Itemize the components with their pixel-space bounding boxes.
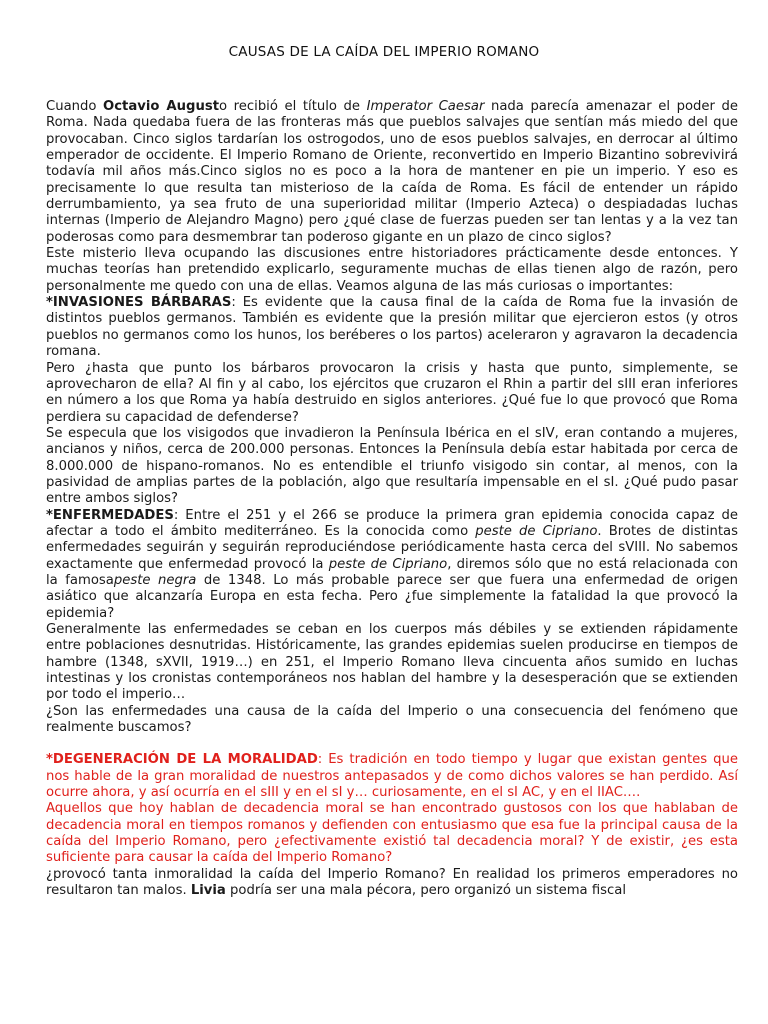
italic-text: peste de Cipriano bbox=[475, 523, 598, 539]
italic-text: peste negra bbox=[113, 572, 197, 588]
bold-text: *DEGENERACIÓN DE LA MORALIDAD bbox=[46, 752, 318, 768]
paragraph-text: , diremos sólo que no está relacionada con la famosa bbox=[46, 556, 738, 588]
paragraph-text: Aquellos que hoy hablan de decadencia moral se han encontrado gustosos con los que hablaban de decadencia moral en tiempos romanos y defienden con entusiasmo que esa fue la principal causa de la caída del Imperio Romano, pero ¿efectivamente existió tal decadencia moral? Y de existir, ¿es esta suficiente para causar la caída del Imperio Romano? bbox=[46, 801, 738, 866]
bold-text: *INVASIONES BÁRBARAS bbox=[46, 295, 232, 311]
paragraph-text: Pero ¿hasta que punto los bárbaros provocaron la crisis y hasta que punto, simplemente, se aprovecharon de ella? Al fin y al cabo, los ejércitos que cruzaron el Rhin a partir del sIII eran inferiores en número a los que Roma ya había destruido en siglos anteriores. ¿Qué fue lo que provocó que Roma perdiera su capacidad de defenderse? bbox=[46, 360, 738, 425]
paragraph-text: : Es evidente que la causa final de la caída de Roma fue la invasión de distintos pueblos germanos. También es evidente que la presión militar que ejercieron estos (y otros pueblos no germanos como los hunos, los beréberes o los partos) aceleraron y agravaron la decadencia romana. bbox=[46, 295, 738, 360]
paragraph-text: de 1348. Lo más probable parece ser que fuera una enfermedad de origen asiático que alcanzaría Europa en esta fecha. Pero ¿fue simplemente la fatalidad la que provocó la epidemia? bbox=[46, 572, 739, 621]
paragraph bbox=[46, 622, 738, 704]
paragraph bbox=[46, 99, 738, 246]
bold-text: Livia bbox=[190, 883, 226, 899]
paragraph bbox=[46, 508, 738, 622]
paragraph-text: o recibió el título de bbox=[219, 99, 367, 114]
paragraph-text: Se especula que los visigodos que invadieron la Península Ibérica en el sIV, eran contando a mujeres, ancianos y niños, cerca de 200.000 personas. Entonces la Península debía estar habitada por cerca de 8.000.000 de hispano-romanos. No es entendible el triunfo visigodo sin contar, al menos, con la pasividad de amplias partes de la población, algo que resultaría impensable en el sI. ¿Qué pudo pasar entre ambos siglos? bbox=[46, 425, 738, 507]
paragraph-text: Cuando bbox=[46, 99, 104, 114]
paragraph-text: : Entre el 251 y el 266 se produce la primera gran epidemia conocida capaz de afectar a todo el ámbito mediterráneo. Es la conocida como bbox=[46, 507, 738, 539]
paragraph bbox=[46, 246, 738, 295]
paragraph-text: : Es tradición en todo tiempo y lugar que existan gentes que nos hable de la gran moralidad de nuestros antepasados y de como dichos valores se han perdido. Así ocurre ahora, y así ocurría en el sIII y en el sI y… curiosamente, en el sI AC, y en el IIAC…. bbox=[46, 752, 738, 801]
paragraph-text: nada parecía amenazar el poder de Roma. Nada quedaba fuera de las fronteras más que pueblos salvajes que sentían más miedo del que provocaban. Cinco siglos tardarían los ostrogodos, uno de esos pueblos salvajes, en derrocar al último emperador de occidente. El Imperio Romano de Oriente, reconvertido en Imperio Bizantino sobrevivirá todavía mil años más.Cinco siglos no es poco a la hora de mantener en pie un imperio. Y eso es precisamente lo que resulta tan misterioso de la caída de Roma. Es fácil de entender un rápido derrumbamiento, ya sea fruto de una superioridad militar (Imperio Azteca) o despiadadas luchas internas (Imperio de Alejandro Magno) pero ¿qué clase de fuerzas pueden ser tan lentas y a la vez tan poderosas como para desmembrar tan poderoso gigante en un plazo de cinco siglos? bbox=[46, 99, 738, 245]
paragraph-text: ¿Son las enfermedades una causa de la caída del Imperio o una consecuencia del fenómeno que realmente buscamos? bbox=[46, 703, 738, 736]
paragraph-text: Este misterio lleva ocupando las discusiones entre historiadores prácticamente desde entonces. Y muchas teorías han pretendido explicarlo, seguramente muchas de ellas tienen algo de razón, pero personalmente me quedo con una de ellas. Veamos alguna de las más curiosas o importantes: bbox=[46, 246, 738, 294]
italic-text: peste de Cipriano bbox=[328, 556, 448, 572]
paragraph-text: ¿provocó tanta inmoralidad la caída del Imperio Romano? En realidad los primeros emperadores no resultaron tan malos. bbox=[46, 866, 738, 899]
paragraph-text: . Brotes de distintas enfermedades seguirán y seguirán reproduciéndose periódicamente hasta cerca del sVIII. No sabemos exactamente que enfermedad provocó la bbox=[46, 523, 738, 572]
bold-text: Octavio August bbox=[103, 99, 219, 114]
paragraph-text: podría ser una mala pécora, pero organizó un sistema fiscal bbox=[225, 883, 626, 899]
paragraph bbox=[46, 426, 738, 508]
paragraph-spacer bbox=[46, 736, 738, 752]
italic-text: Imperator Caesar bbox=[366, 99, 485, 114]
document-title: CAUSAS DE LA CAÍDA DEL IMPERIO ROMANO bbox=[228, 44, 540, 60]
paragraph bbox=[46, 867, 738, 900]
document-body bbox=[46, 99, 738, 900]
paragraph bbox=[46, 295, 738, 360]
paragraph bbox=[46, 361, 738, 426]
paragraph bbox=[46, 752, 738, 801]
paragraph-text: Generalmente las enfermedades se ceban en los cuerpos más débiles y se extienden rápidamente entre poblaciones desnutridas. Históricamente, las grandes epidemias suelen producirse en tiempos de hambre (1348, sXVII, 1919…) en 251, el Imperio Romano lleva cincuenta años sumido en luchas intestinas y los cronistas contemporáneos nos hablan del hambre y la desesperación que se extienden por todo el imperio… bbox=[46, 622, 738, 703]
bold-text: *ENFERMEDADES bbox=[46, 507, 174, 523]
paragraph bbox=[46, 801, 738, 866]
paragraph bbox=[46, 704, 738, 737]
